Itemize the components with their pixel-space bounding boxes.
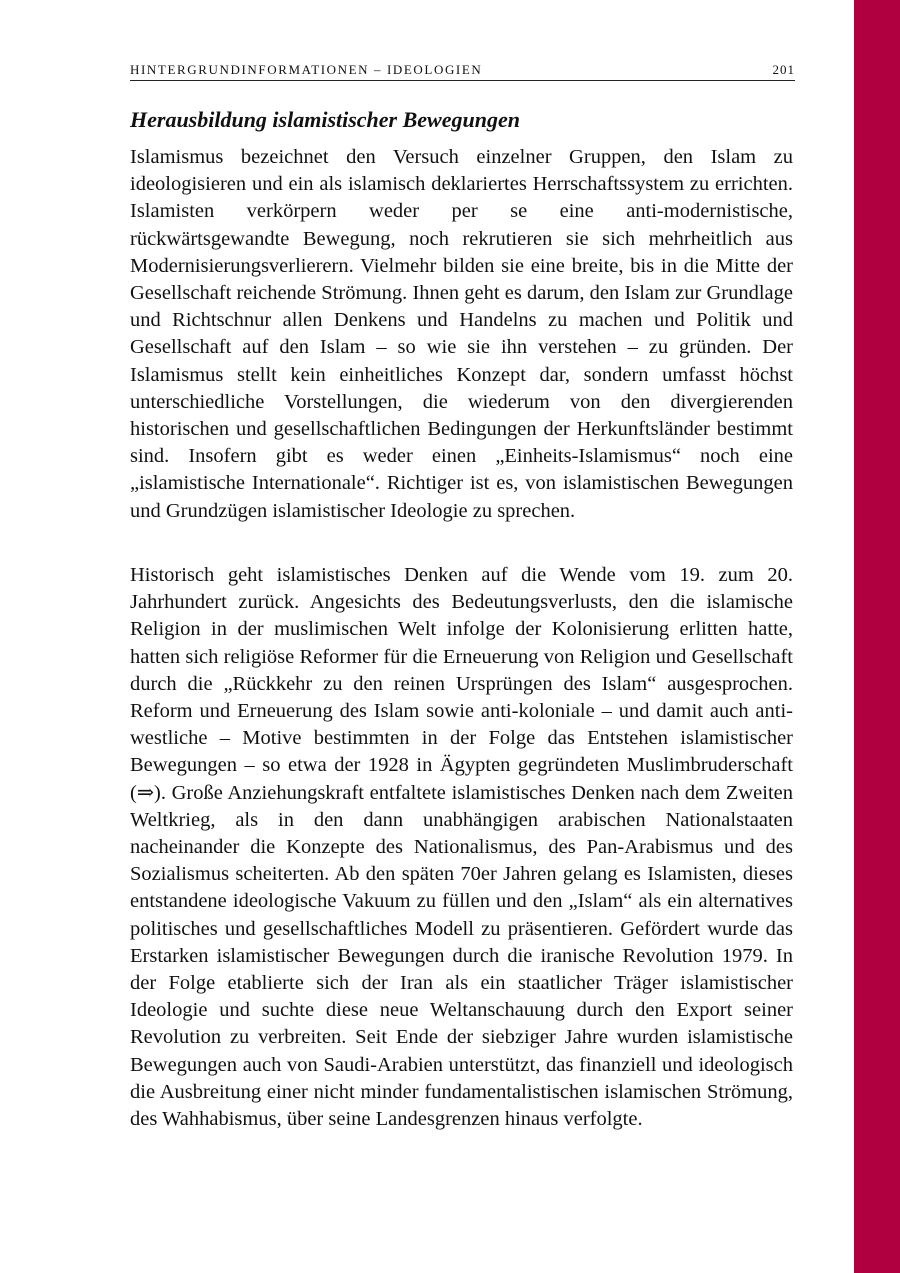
body-paragraph: Historisch geht islamistisches Denken auf die Wende vom 19. zum 20. Jahrhundert zurück. Angesichts des Bedeutungsverlusts, den die islamische Religion in der muslimischen Welt infolge der Kolonisierung erlitten hatte, hatten sich religiöse Reformer für die Erneuerung von Religion und Gesellschaft durch die „Rückkehr zu den reinen Ursprüngen des Islam“ ausgesprochen. Reform und Erneuerung des Islam sowie anti-koloniale – und damit auch anti-westliche – Motive bestimmten in der Folge das Entstehen islamistischer Bewegungen – so etwa der 1928 in Ägypten gegründeten Muslimbruderschaft (⇒). Große Anziehungskraft entfaltete islamistisches Denken nach dem Zweiten Weltkrieg, als in den dann unabhängigen arabischen Nationalstaaten nacheinander die Konzepte des Nationalismus, des Pan-Arabismus und des Sozialismus scheiterten. Ab den späten 70er Jahren gelang es Islamisten, dieses entstandene ideologische Vakuum zu füllen und den „Islam“ als ein alternatives politisches und gesellschaftliches Modell zu präsentieren. Gefördert wurde das Erstarken islamistischer Bewegungen durch die iranische Revolution 1979. In der Folge etablierte sich der Iran als ein staatlicher Träger islamistischer Ideologie und suchte diese neue Weltanschauung durch den Export seiner Revolution zu verbreiten. Seit Ende der siebziger Jahre wurden islamistische Bewegungen auch von Saudi-Arabien unterstützt, das finanziell und ideologisch die Ausbreitung einer nicht minder fundamentalistischen islamischen Strömung, des Wahhabismus, über seine Landesgrenzen hinaus verfolgte. bbox=[130, 564, 793, 1131]
margin-color-bar bbox=[854, 0, 900, 1273]
running-title: HINTERGRUNDINFORMATIONEN – IDEOLOGIEN bbox=[130, 62, 483, 77]
page-number: 201 bbox=[772, 62, 795, 77]
running-header bbox=[130, 60, 795, 81]
body-paragraph: Islamismus bezeichnet den Versuch einzelner Gruppen, den Islam zu ideologisieren und ein als islamisch deklariertes Herrschaftssystem zu errichten. Islamisten verkörpern weder per se eine anti-modernistische, rückwärtsgewandte Bewegung, noch rekrutieren sie sich mehrheitlich aus Modernisierungsverlierern. Vielmehr bilden sie eine breite, bis in die Mitte der Gesellschaft reichende Strömung. Ihnen geht es darum, den Islam zur Grundlage und Richtschnur allen Denkens und Handelns zu machen und Politik und Gesellschaft auf den Islam – so wie sie ihn verstehen – zu gründen. Der Islamismus stellt kein einheitliches Konzept dar, sondern umfasst höchst unterschiedliche Vorstellungen, die wiederum von den divergierenden historischen und gesellschaftlichen Bedingungen der Herkunftsländer bestimmt sind. Insofern gibt es weder einen „Einheits-Islamismus“ noch eine „islamistische Internationale“. Richtiger ist es, von islamistischen Bewegungen und Grundzügen islamistischer Ideologie zu sprechen. bbox=[130, 146, 793, 522]
section-heading: Herausbildung islamistischer Bewegungen bbox=[130, 107, 520, 132]
